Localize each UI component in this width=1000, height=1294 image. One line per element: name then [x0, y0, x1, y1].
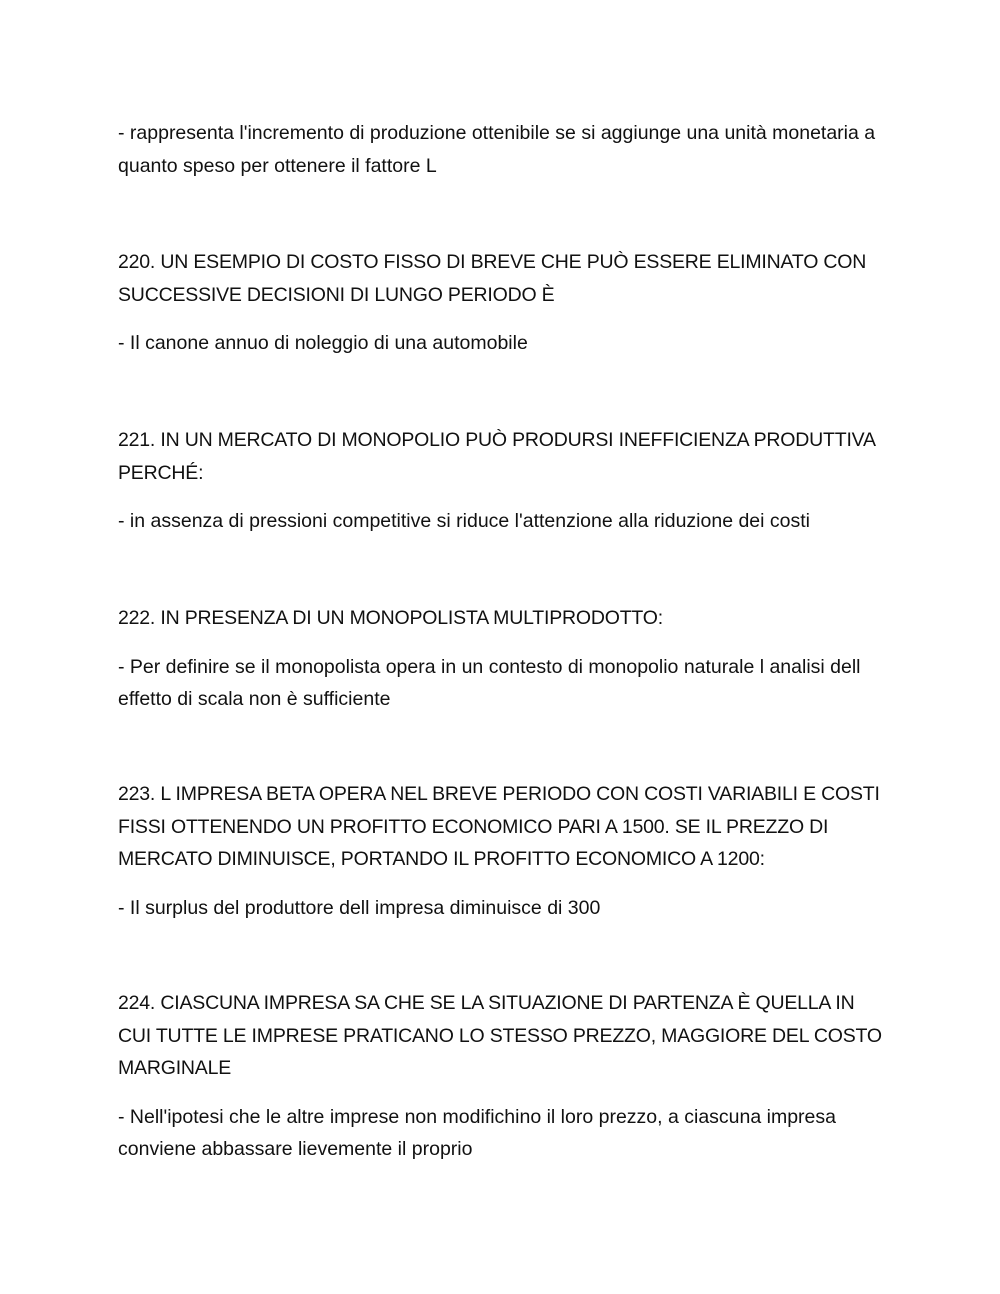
- question-221-block: [118, 424, 888, 538]
- answer-221: - in assenza di pressioni competitive si riduce l'attenzione alla riduzione dei costi: [118, 510, 810, 532]
- question-220: 220. UN ESEMPIO DI COSTO FISSO DI BREVE CHE PUÒ ESSERE ELIMINATO CON SUCCESSIVE DECISIONI DI LUNGO PERIODO È: [118, 251, 867, 306]
- answer-224: - Nell'ipotesi che le altre imprese non modifichino il loro prezzo, a ciascuna impresa conviene abbassare lievemente il proprio: [118, 1105, 836, 1160]
- question-222-block: [118, 602, 888, 716]
- question-222: 222. IN PRESENZA DI UN MONOPOLISTA MULTIPRODOTTO:: [118, 607, 663, 629]
- question-223-block: [118, 778, 888, 924]
- question-220-block: [118, 246, 888, 360]
- question-224: 224. CIASCUNA IMPRESA SA CHE SE LA SITUAZIONE DI PARTENZA È QUELLA IN CUI TUTTE LE IMPRESE PRATICANO LO STESSO PREZZO, MAGGIORE DEL COSTO MARGINALE: [118, 992, 882, 1079]
- question-221: 221. IN UN MERCATO DI MONOPOLIO PUÒ PRODURSI INEFFICIENZA PRODUTTIVA PERCHÉ:: [118, 429, 875, 484]
- intro-answer: - rappresenta l'incremento di produzione ottenibile se si aggiunge una unità monetaria a quanto speso per ottenere il fattore L: [118, 122, 876, 177]
- question-223: 223. L IMPRESA BETA OPERA NEL BREVE PERIODO CON COSTI VARIABILI E COSTI FISSI OTTENENDO UN PROFITTO ECONOMICO PARI A 1500. SE IL PREZZO DI MERCATO DIMINUISCE, PORTANDO IL PROFITTO ECONOMICO A 1200:: [118, 783, 880, 870]
- question-224-block: [118, 987, 888, 1166]
- answer-223: - Il surplus del produttore dell impresa diminuisce di 300: [118, 896, 601, 919]
- intro-answer-block: [118, 117, 888, 182]
- answer-220: - Il canone annuo di noleggio di una automobile: [118, 332, 528, 354]
- answer-222: - Per definire se il monopolista opera in un contesto di monopolio naturale l analisi dell effetto di scala non è sufficiente: [118, 655, 861, 710]
